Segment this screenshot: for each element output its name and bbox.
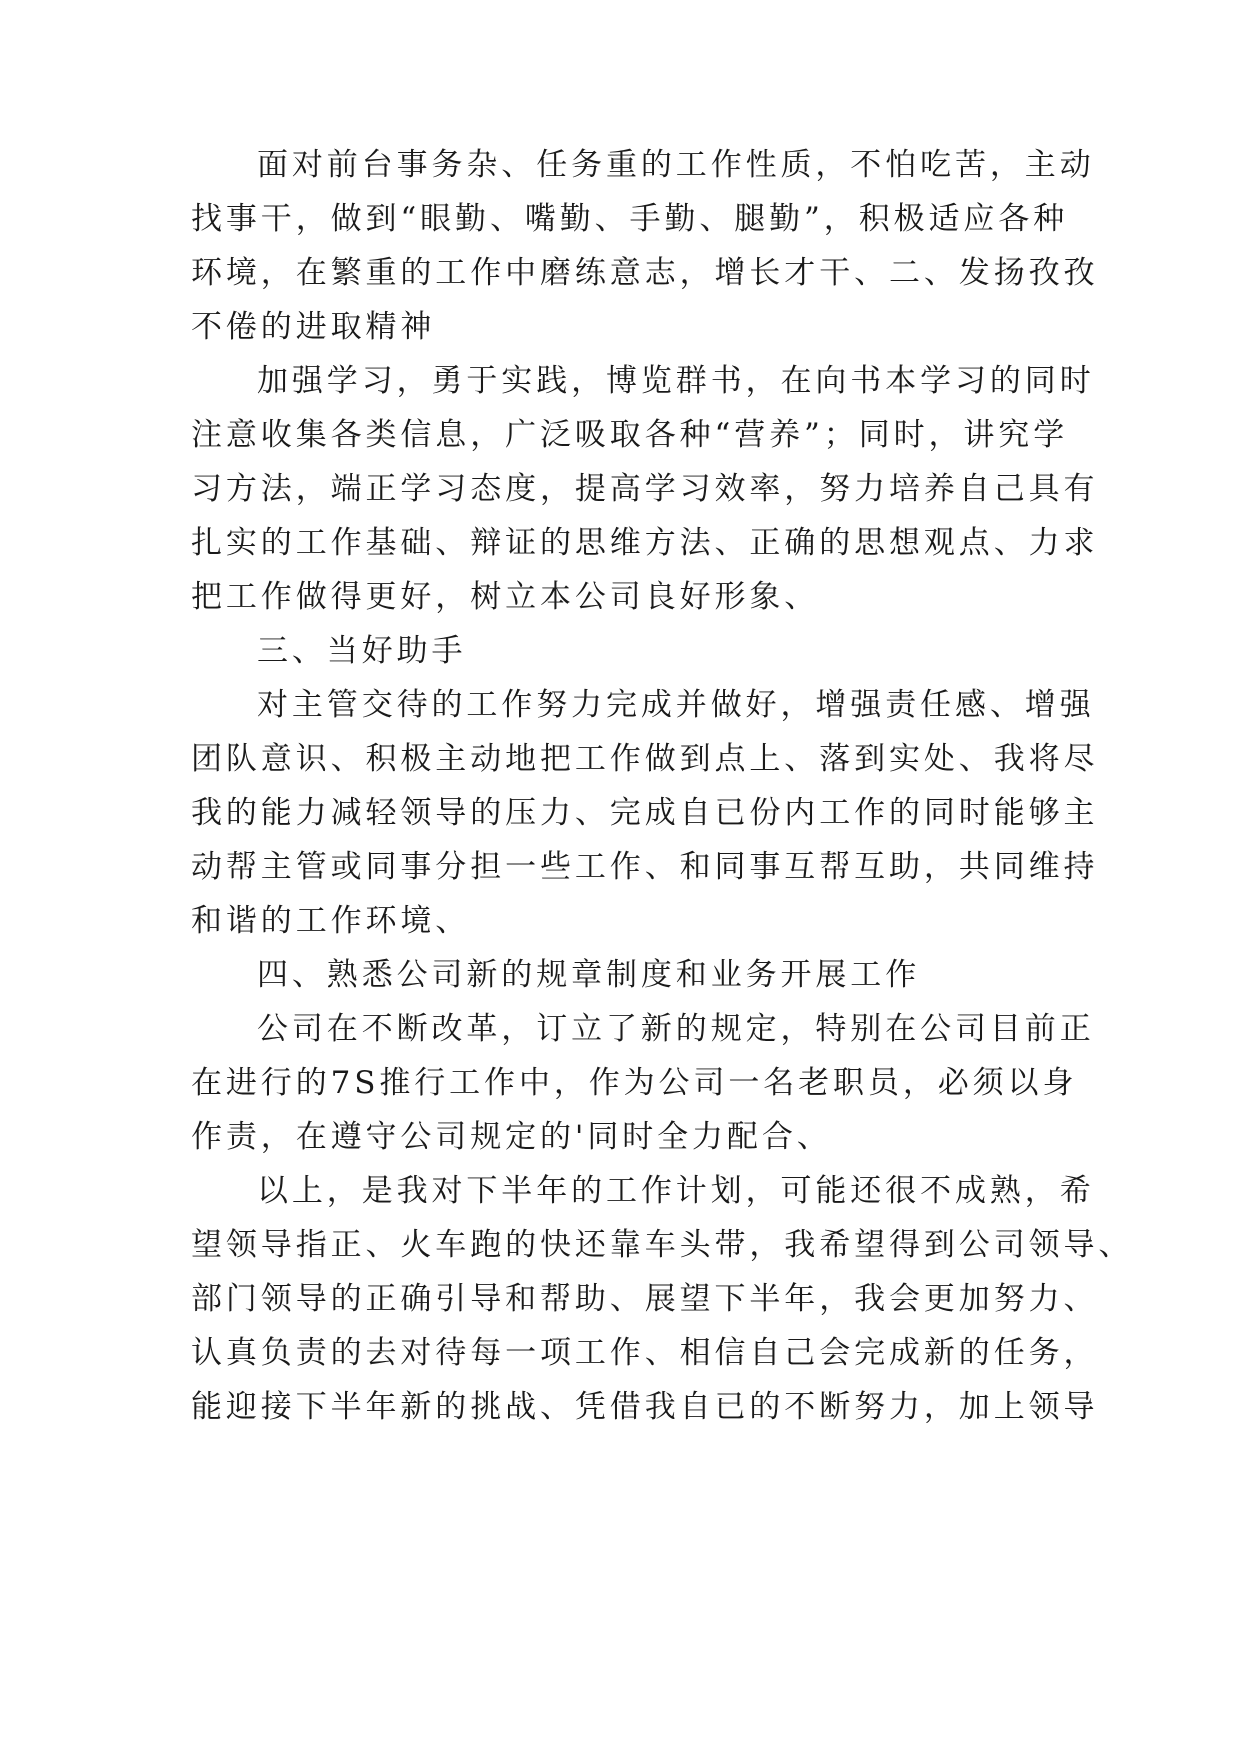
text-line: 对主管交待的工作努力完成并做好，增强责任感、增强: [257, 687, 1095, 723]
text-line: 加强学习，勇于实践，博览群书，在向书本学习的同时: [257, 363, 1095, 399]
text-line: 注意收集各类信息，广泛吸取各种“营养”；同时，讲究学: [191, 417, 1069, 453]
text-line: 扎实的工作基础、辩证的思维方法、正确的思想观点、力求: [191, 525, 1099, 561]
text-line: 以上，是我对下半年的工作计划，可能还很不成熟，希: [257, 1173, 1095, 1209]
text-line: 习方法，端正学习态度，提高学习效率，努力培养自己具有: [191, 471, 1099, 507]
text-line: 作责，在遵守公司规定的'同时全力配合、: [191, 1119, 832, 1155]
section-heading: 三、当好助手: [257, 633, 467, 669]
text-line: 部门领导的正确引导和帮助、展望下半年，我会更加努力、: [191, 1281, 1099, 1317]
text-line: 团队意识、积极主动地把工作做到点上、落到实处、我将尽: [191, 741, 1099, 777]
text-line: 不倦的进取精神: [191, 309, 436, 345]
text-line: 认真负责的去对待每一项工作、相信自己会完成新的任务，: [191, 1335, 1099, 1371]
text-line: 环境，在繁重的工作中磨练意志，增长才干、二、发扬孜孜: [191, 255, 1099, 291]
section-heading: 四、熟悉公司新的规章制度和业务开展工作: [257, 957, 921, 993]
text-line: 在进行的7S推行工作中，作为公司一名老职员，必须以身: [191, 1065, 1078, 1101]
text-line: 公司在不断改革，订立了新的规定，特别在公司目前正: [257, 1011, 1095, 1047]
text-line: 找事干，做到“眼勤、嘴勤、手勤、腿勤”，积极适应各种: [191, 201, 1069, 237]
text-line: 面对前台事务杂、任务重的工作性质，不怕吃苦，主动: [257, 147, 1095, 183]
text-line: 望领导指正、火车跑的快还靠车头带，我希望得到公司领导、: [191, 1227, 1134, 1263]
text-line: 能迎接下半年新的挑战、凭借我自已的不断努力，加上领导: [191, 1389, 1099, 1425]
text-line: 动帮主管或同事分担一些工作、和同事互帮互助，共同维持: [191, 849, 1099, 885]
text-line: 和谐的工作环境、: [191, 903, 471, 939]
text-line: 我的能力减轻领导的压力、完成自已份内工作的同时能够主: [191, 795, 1099, 831]
text-line: 把工作做得更好，树立本公司良好形象、: [191, 579, 820, 615]
